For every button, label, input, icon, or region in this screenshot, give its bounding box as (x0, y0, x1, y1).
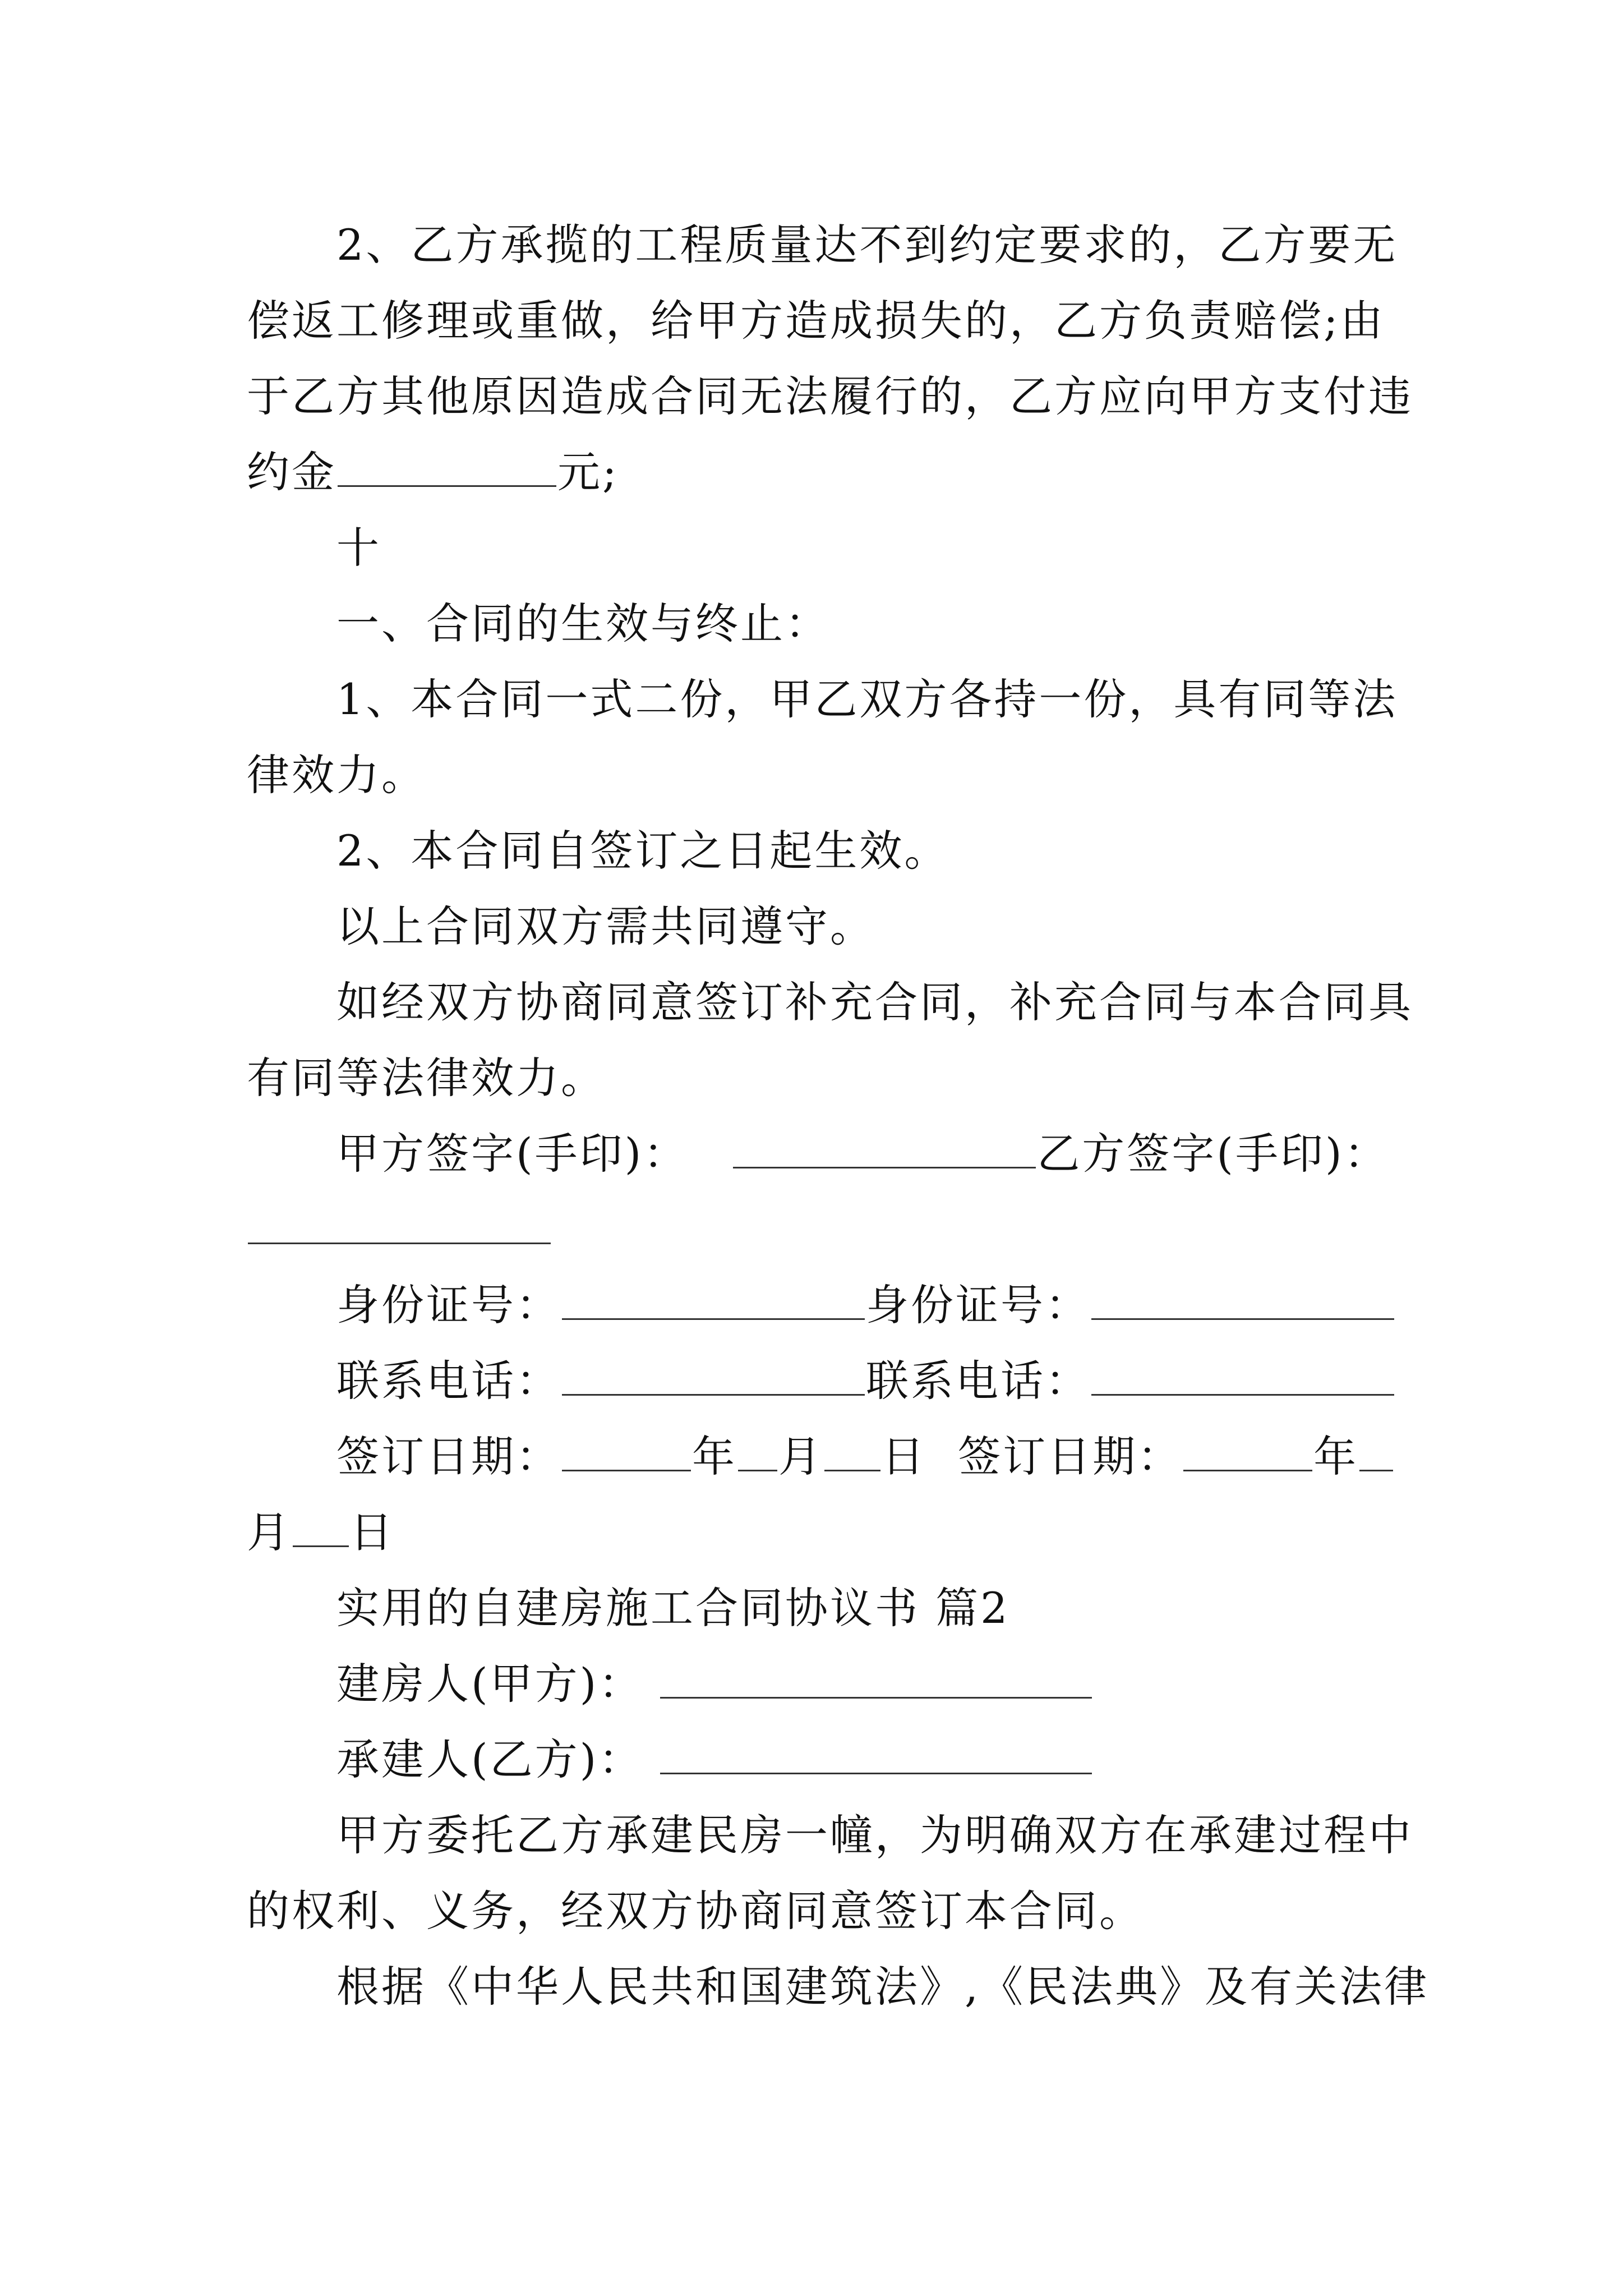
id-number-label-a: 身份证号： (336, 1280, 561, 1330)
owner-blank (660, 1660, 1092, 1699)
month-blank-b-start (1359, 1433, 1393, 1471)
sign-date-row-continued (247, 1502, 1380, 1563)
id-number-label-b: 身份证号： (866, 1280, 1090, 1330)
day-blank-a (824, 1433, 880, 1471)
id-number-row (336, 1274, 1469, 1336)
intro-line2: 的权利、义务，经双方协商同意签订本合同。 (247, 1886, 1144, 1936)
sign-date-label-a: 签订日期： (336, 1432, 561, 1481)
term2: 2、本合同自签订之日起生效。 (336, 826, 949, 876)
owner-row (336, 1653, 1469, 1715)
supplement-line1: 如经双方协商同意签订补充合同，补充合同与本合同具 (336, 977, 1413, 1027)
year-blank-a (562, 1433, 691, 1471)
phone-label-b: 联系电话： (866, 1356, 1090, 1406)
signature-row (336, 1123, 1469, 1185)
part2-title: 实用的自建房施工合同协议书 篇2 (336, 1583, 1010, 1633)
party-b-signature-blank (248, 1205, 551, 1244)
penalty-unit: 元; (557, 447, 619, 497)
month-unit-a: 月 (778, 1432, 823, 1481)
penalty-amount-blank (338, 448, 556, 487)
year-blank-b (1183, 1433, 1312, 1471)
phone-blank-b (1091, 1357, 1394, 1396)
intro-line1: 甲方委托乙方承建民房一幢，为明确双方在承建过程中 (336, 1810, 1413, 1860)
supplement-line2: 有同等法律效力。 (247, 1053, 606, 1103)
phone-blank-a (562, 1357, 865, 1396)
clause2-line1: 2、乙方承揽的工程质量达不到约定要求的，乙方要无 (336, 220, 1398, 270)
day-unit-a: 日 (882, 1432, 926, 1481)
section-title: 一、合同的生效与终止： (336, 599, 830, 648)
clause2-line2: 偿返工修理或重做，给甲方造成损失的，乙方负责赔偿;由 (247, 296, 1385, 346)
builder-blank (660, 1736, 1092, 1774)
year-unit-a: 年 (692, 1432, 737, 1481)
term1-line2: 律效力。 (247, 750, 426, 800)
id-number-blank-b (1091, 1281, 1394, 1320)
month-blank-a (738, 1433, 777, 1471)
clause2-line4 (247, 441, 1380, 503)
sign-date-row (336, 1426, 1469, 1488)
penalty-label: 约金 (247, 447, 336, 497)
year-unit-b: 年 (1313, 1432, 1359, 1481)
party-a-signature-label: 甲方签字(手印)： (336, 1129, 689, 1179)
day-blank-b (293, 1508, 349, 1547)
sign-date-label-b: 签订日期： (958, 1432, 1183, 1481)
clause2-line3: 于乙方其他原因造成合同无法履行的，乙方应向甲方支付违 (247, 371, 1413, 421)
id-number-blank-a (562, 1281, 865, 1320)
builder-row (336, 1729, 1469, 1791)
observe-statement: 以上合同双方需共同遵守。 (336, 901, 875, 951)
owner-label: 建房人(甲方)： (336, 1659, 644, 1709)
basis-line1: 根据《中华人民共和国建筑法》,《民法典》及有关法律 (336, 1962, 1430, 2012)
month-unit-b: 月 (247, 1507, 292, 1557)
phone-label-a: 联系电话： (336, 1356, 561, 1406)
phone-row (336, 1350, 1469, 1412)
party-b-signature-row (247, 1199, 1380, 1260)
term1-line1: 1、本合同一式二份，甲乙双方各持一份，具有同等法 (336, 674, 1398, 724)
party-a-signature-blank (733, 1130, 1036, 1168)
day-unit-b: 日 (350, 1507, 395, 1557)
builder-label: 承建人(乙方)： (336, 1734, 644, 1784)
party-b-signature-label: 乙方签字(手印)： (1037, 1129, 1389, 1179)
section-number: 十 (336, 523, 381, 573)
